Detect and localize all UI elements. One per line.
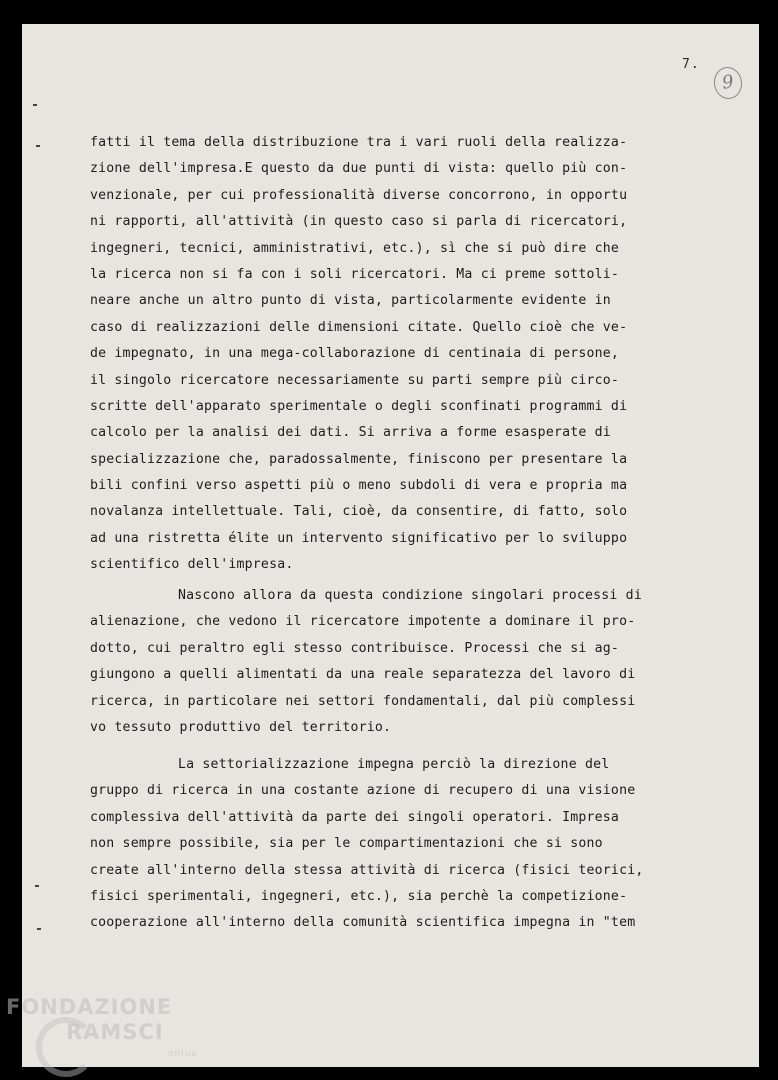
margin-mark: [37, 928, 41, 930]
text-line: scritte dell'apparato sperimentale o degli sconfinati programmi di: [90, 398, 628, 414]
text-line: neare anche un altro punto di vista, particolarmente evidente in: [90, 293, 611, 309]
text-line: la ricerca non si fa con i soli ricercatori. Ma ci preme sottoli-: [90, 266, 620, 282]
text-line: alienazione, che vedono il ricercatore impotente a dominare il pro-: [90, 614, 636, 630]
watermark-suffix: onlus: [168, 1049, 198, 1059]
text-line: vo tessuto produttivo del territorio.: [90, 719, 392, 735]
text-line: non sempre possibile, sia per le compartimentazioni che si sono: [90, 836, 603, 852]
paragraph-2: [90, 583, 730, 741]
text-line: calcolo per la analisi dei dati. Si arriva a forme esasperate di: [90, 425, 611, 441]
watermark-logo-ring: [36, 1017, 96, 1077]
watermark-line-2: RAMSCI: [66, 1020, 164, 1044]
margin-mark: [33, 104, 37, 106]
text-line: dotto, cui peraltro egli stesso contribuisce. Processi che si ag-: [90, 640, 620, 656]
text-line: novalanza intellettuale. Tali, cioè, da consentire, di fatto, solo: [90, 504, 628, 520]
paragraph-3: [90, 752, 730, 937]
text-line: caso di realizzazioni delle dimensioni citate. Quello cioè che ve-: [90, 319, 628, 335]
text-line: ad una ristretta élite un intervento significativo per lo sviluppo: [90, 530, 628, 546]
text-line: create all'interno della stessa attività di ricerca (fisici teorici,: [90, 862, 644, 878]
text-line: ricerca, in particolare nei settori fondamentali, dal più complessi: [90, 693, 636, 709]
text-line: fisici sperimentali, ingegneri, etc.), sia perchè la competizione-: [90, 888, 628, 904]
text-line: bili confini verso aspetti più o meno subdoli di vera e propria ma: [90, 478, 628, 494]
text-line: Nascono allora da questa condizione singolari processi di: [178, 588, 642, 603]
text-line: ni rapporti, all'attività (in questo caso si parla di ricercatori,: [90, 214, 628, 230]
page-number: 7.: [682, 57, 700, 72]
text-line: de impegnato, in una mega-collaborazione di centinaia di persone,: [90, 346, 620, 362]
text-line: gruppo di ricerca in una costante azione di recupero di una visione: [90, 783, 636, 799]
watermark-line-1: FONDAZIONE: [6, 995, 173, 1019]
margin-mark: [36, 145, 40, 147]
text-line: fatti il tema della distribuzione tra i vari ruoli della realizza-: [90, 135, 628, 150]
text-line: scientifico dell'impresa.: [90, 557, 294, 573]
text-line: giungono a quelli alimentati da una reale separatezza del lavoro di: [90, 667, 636, 683]
text-line: specializzazione che, paradossalmente, finiscono per presentare la: [90, 451, 628, 467]
handwritten-page-number: 9: [712, 65, 744, 101]
fondazione-gramsci-watermark: [6, 995, 198, 1059]
paragraph-1: [90, 130, 730, 579]
text-line: ingegneri, tecnici, amministrativi, etc.), sì che si può dire che: [90, 240, 620, 256]
text-line: venzionale, per cui professionalità diverse concorrono, in opportu: [90, 187, 628, 203]
text-line: zione dell'impresa.E questo da due punti di vista: quello più con-: [90, 161, 628, 177]
margin-mark: [35, 885, 39, 887]
text-line: complessiva dell'attività da parte dei singoli operatori. Impresa: [90, 809, 620, 825]
text-line: cooperazione all'interno della comunità scientifica impegna in "tem: [90, 915, 636, 931]
text-line: il singolo ricercatore necessariamente su parti sempre più circo-: [90, 372, 620, 388]
text-line: La settorializzazione impegna perciò la direzione del: [178, 757, 610, 772]
